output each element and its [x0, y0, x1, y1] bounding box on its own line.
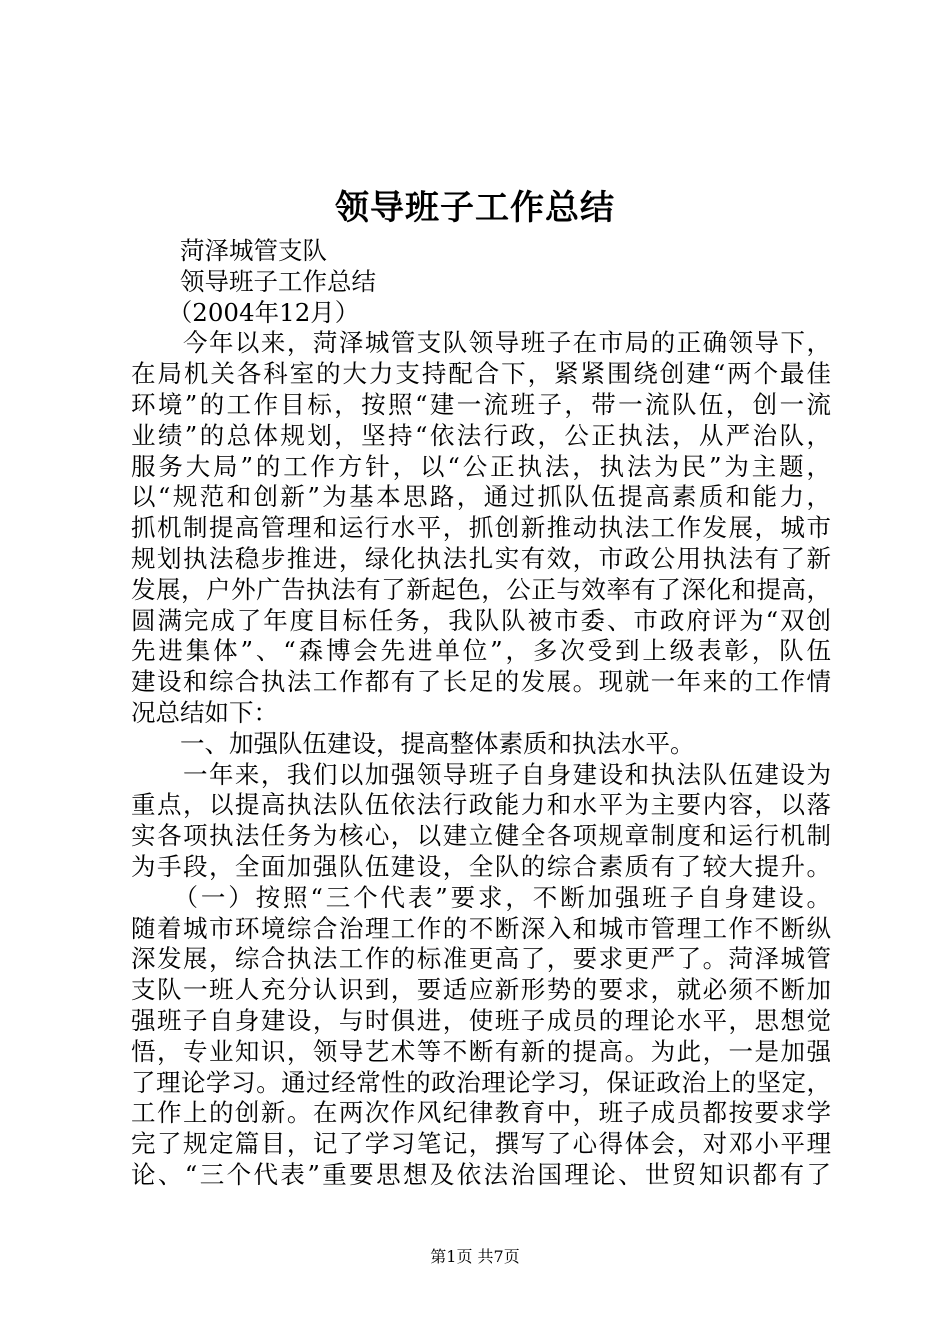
body-line: 抓机制提高管理和运行水平，抓创新推动执法工作发展，城市: [131, 513, 831, 543]
body-line: 业绩”的总体规划，坚持“依法行政，公正执法，从严治队，: [131, 420, 831, 450]
body-line: 环境”的工作目标，按照“建一流班子，带一流队伍，创一流: [131, 389, 831, 419]
body-line: 建设和综合执法工作都有了长足的发展。现就一年来的工作情: [131, 667, 831, 697]
body-line: 在局机关各科室的大力支持配合下，紧紧围绕创建“两个最佳: [131, 359, 831, 389]
body-line: 一年来，我们以加强领导班子自身建设和执法队伍建设为: [131, 759, 831, 789]
body-line: 服务大局”的工作方针，以“公正执法，执法为民”为主题，: [131, 451, 831, 481]
document-title: 领导班子工作总结: [335, 188, 615, 228]
body-line: 发展，户外广告执法有了新起色，公正与效率有了深化和提高，: [131, 574, 831, 604]
body-line: （2004年12月）: [131, 297, 360, 327]
page-number-footer: 第1页 共7页: [430, 1247, 520, 1266]
body-line: 论、“三个代表”重要思想及依法治国理论、世贸知识都有了: [131, 1159, 831, 1189]
body-line: 工作上的创新。在两次作风纪律教育中，班子成员都按要求学: [131, 1098, 831, 1128]
body-line: 以“规范和创新”为基本思路，通过抓队伍提高素质和能力，: [131, 482, 831, 512]
body-line: 实各项执法任务为核心，以建立健全各项规章制度和运行机制: [131, 821, 831, 851]
body-line: 菏泽城管支队: [131, 236, 327, 265]
body-line: （一）按照“三个代表”要求，不断加强班子自身建设。: [131, 882, 831, 912]
body-line: 今年以来，菏泽城管支队领导班子在市局的正确领导下，: [131, 328, 831, 358]
body-line: 况总结如下：: [131, 697, 278, 727]
body-line: 圆满完成了年度目标任务，我队队被市委、市政府评为“双创: [131, 605, 831, 635]
body-line: 随着城市环境综合治理工作的不断深入和城市管理工作不断纵: [131, 913, 831, 943]
body-line: 强班子自身建设，与时俱进，使班子成员的理论水平，思想觉: [131, 1005, 831, 1035]
body-line: 重点，以提高执法队伍依法行政能力和水平为主要内容，以落: [131, 790, 831, 820]
body-line: 支队一班人充分认识到，要适应新形势的要求，就必须不断加: [131, 975, 831, 1005]
body-line: 先进集体”、“森博会先进单位”，多次受到上级表彰，队伍: [131, 636, 831, 666]
body-line: 悟，专业知识，领导艺术等不断有新的提高。为此，一是加强: [131, 1036, 831, 1066]
body-line: 规划执法稳步推进，绿化执法扎实有效，市政公用执法有了新: [131, 543, 831, 573]
document-body: [131, 236, 831, 1191]
body-line: 深发展，综合执法工作的标准更高了，要求更严了。菏泽城管: [131, 944, 831, 974]
body-line: 领导班子工作总结: [131, 266, 376, 296]
body-line: 了理论学习。通过经常性的政治理论学习，保证政治上的坚定，: [131, 1067, 831, 1097]
section-heading: 一、加强队伍建设，提高整体素质和执法水平。: [131, 728, 695, 758]
body-line: 为手段，全面加强队伍建设，全队的综合素质有了较大提升。: [131, 851, 831, 881]
body-line: 完了规定篇目，记了学习笔记，撰写了心得体会，对邓小平理: [131, 1129, 831, 1159]
